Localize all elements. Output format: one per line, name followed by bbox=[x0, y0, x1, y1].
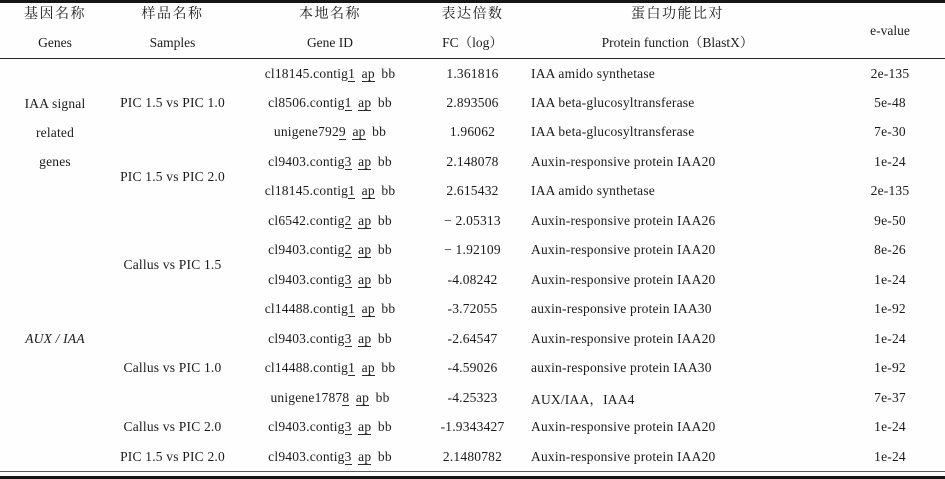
fc-cell: 2.1480782 bbox=[442, 448, 503, 464]
gene-id-cell bbox=[235, 442, 425, 472]
gene-id-suffix: bb bbox=[377, 94, 392, 110]
header-samples-zh: 样品名称 bbox=[141, 7, 204, 22]
fc-cell: − 1.92109 bbox=[444, 242, 501, 258]
header-evalue bbox=[835, 3, 945, 59]
gene-id-cell bbox=[235, 206, 425, 236]
gene-id-cell bbox=[235, 324, 425, 354]
gene-group-cell bbox=[0, 206, 110, 472]
fc-cell: − 2.05313 bbox=[444, 212, 501, 228]
header-genes-en: Genes bbox=[38, 35, 72, 50]
gene-group-cell bbox=[0, 59, 110, 207]
header-gene-id bbox=[235, 3, 425, 59]
function-cell: Auxin-responsive protein IAA26 bbox=[531, 212, 716, 228]
fc-cell: 2.148078 bbox=[446, 153, 499, 169]
fc-cell: -2.64547 bbox=[447, 330, 498, 346]
evalue-cell: 1e-24 bbox=[874, 153, 906, 169]
gene-id-underlined-ap: ap bbox=[358, 448, 372, 464]
evalue-cell: 1e-24 bbox=[874, 448, 906, 464]
gene-id-underlined-ap: ap bbox=[361, 183, 375, 199]
header-evalue-label: e-value bbox=[870, 22, 910, 38]
gene-id-underlined-num: 2 bbox=[344, 212, 352, 228]
gene-id-suffix: bb bbox=[372, 124, 387, 140]
table-header bbox=[0, 3, 945, 59]
gene-id-prefix: cl9403.contig bbox=[268, 330, 345, 346]
evalue-cell: 7e-37 bbox=[874, 389, 906, 405]
gene-id-underlined-ap: ap bbox=[361, 301, 375, 317]
evalue-cell: 2e-135 bbox=[870, 65, 910, 81]
sample-cell: Callus vs PIC 1.0 bbox=[123, 360, 222, 376]
gene-id-prefix: cl9403.contig bbox=[268, 242, 345, 258]
table-row bbox=[0, 413, 945, 443]
header-genes-zh: 基因名称 bbox=[24, 7, 86, 22]
function-cell: IAA amido synthetase bbox=[531, 65, 655, 81]
gene-group-line: IAA signal bbox=[24, 96, 86, 111]
gene-id-prefix: unigene792 bbox=[273, 124, 339, 140]
fc-cell: -3.72055 bbox=[447, 301, 498, 317]
gene-id-prefix: cl8506.contig bbox=[268, 94, 345, 110]
gene-id-suffix: bb bbox=[377, 419, 392, 435]
gene-id-prefix: cl18145.contig bbox=[264, 183, 349, 199]
gene-id-underlined-num: 3 bbox=[344, 419, 352, 435]
gene-id-underlined-num: 1 bbox=[348, 65, 356, 81]
evalue-cell: 1e-24 bbox=[874, 271, 906, 287]
sample-cell: PIC 1.5 vs PIC 2.0 bbox=[120, 168, 225, 184]
table-row bbox=[0, 442, 945, 472]
sample-cell: PIC 1.5 vs PIC 1.0 bbox=[120, 95, 225, 110]
gene-id-prefix: unigene1787 bbox=[270, 389, 343, 405]
gene-id-cell bbox=[235, 354, 425, 384]
gene-id-prefix: cl6542.contig bbox=[268, 212, 345, 228]
function-cell: auxin-responsive protein IAA30 bbox=[531, 301, 712, 317]
gene-id-underlined-num: 3 bbox=[344, 271, 352, 287]
gene-id-suffix: bb bbox=[381, 65, 396, 81]
evalue-cell: 1e-24 bbox=[874, 330, 906, 346]
gene-id-underlined-ap: ap bbox=[361, 360, 375, 376]
fc-cell: 2.893506 bbox=[446, 94, 499, 110]
header-function-en: Protein function（BlastX） bbox=[601, 35, 754, 50]
function-cell: IAA amido synthetase bbox=[531, 183, 655, 199]
gene-id-cell bbox=[235, 413, 425, 443]
gene-id-cell bbox=[235, 147, 425, 177]
header-function-zh: 蛋白功能比对 bbox=[631, 7, 724, 22]
gene-id-suffix: bb bbox=[377, 271, 392, 287]
gene-id-underlined-ap: ap bbox=[358, 212, 372, 228]
gene-id-suffix: bb bbox=[375, 389, 390, 405]
header-gene-id-en: Gene ID bbox=[306, 35, 354, 50]
gene-id-prefix: cl9403.contig bbox=[268, 153, 345, 169]
sample-cell: Callus vs PIC 1.5 bbox=[123, 257, 222, 272]
gene-id-prefix: cl14488.contig bbox=[264, 301, 349, 317]
gene-id-suffix: bb bbox=[381, 360, 396, 376]
fc-cell: -4.08242 bbox=[447, 271, 498, 287]
gene-id-underlined-ap: ap bbox=[358, 419, 372, 435]
gene-id-underlined-num: 3 bbox=[344, 330, 352, 346]
gene-id-prefix: cl9403.contig bbox=[268, 271, 345, 287]
header-function bbox=[520, 3, 835, 59]
gene-id-cell bbox=[235, 88, 425, 118]
sample-cell: PIC 1.5 vs PIC 2.0 bbox=[120, 448, 225, 464]
gene-id-prefix: cl14488.contig bbox=[264, 360, 349, 376]
table-row bbox=[0, 324, 945, 354]
evalue-cell: 2e-135 bbox=[870, 183, 910, 199]
fc-cell: 1.96062 bbox=[449, 124, 496, 140]
gene-id-suffix: bb bbox=[377, 212, 392, 228]
evalue-cell: 7e-30 bbox=[874, 124, 906, 140]
gene-id-cell bbox=[235, 295, 425, 325]
gene-id-underlined-num: 3 bbox=[344, 153, 352, 169]
fc-cell: -1.9343427 bbox=[440, 419, 505, 435]
function-cell: auxin-responsive protein IAA30 bbox=[531, 360, 712, 376]
evalue-cell: 1e-92 bbox=[874, 301, 906, 317]
gene-id-suffix: bb bbox=[381, 183, 396, 199]
function-cell: Auxin-responsive protein IAA20 bbox=[531, 330, 716, 346]
gene-id-cell bbox=[235, 265, 425, 295]
table-row bbox=[0, 147, 945, 177]
fc-cell: -4.25323 bbox=[447, 389, 498, 405]
fc-cell: -4.59026 bbox=[447, 360, 498, 376]
header-fc-en: FC（log） bbox=[442, 35, 503, 50]
gene-id-cell bbox=[235, 177, 425, 207]
gene-id-suffix: bb bbox=[381, 301, 396, 317]
gene-id-prefix: cl9403.contig bbox=[268, 419, 345, 435]
evalue-cell: 1e-24 bbox=[874, 419, 906, 435]
header-fc-zh: 表达倍数 bbox=[441, 7, 504, 22]
gene-id-underlined-num: 1 bbox=[344, 94, 352, 110]
gene-id-cell bbox=[235, 383, 425, 413]
gene-expression-table bbox=[0, 3, 945, 472]
gene-id-underlined-num: 1 bbox=[348, 360, 356, 376]
sample-cell: Callus vs PIC 2.0 bbox=[123, 419, 222, 435]
gene-id-underlined-num: 1 bbox=[348, 183, 356, 199]
gene-id-cell bbox=[235, 236, 425, 266]
table-body bbox=[0, 59, 945, 472]
gene-id-suffix: bb bbox=[377, 242, 392, 258]
table-row bbox=[0, 59, 945, 89]
header-row bbox=[0, 3, 945, 59]
evalue-cell: 8e-26 bbox=[874, 242, 906, 258]
header-gene-id-zh: 本地名称 bbox=[299, 7, 361, 22]
header-fc bbox=[425, 3, 520, 59]
function-cell: Auxin-responsive protein IAA20 bbox=[531, 448, 716, 464]
header-samples-en: Samples bbox=[149, 35, 196, 50]
fc-cell: 1.361816 bbox=[446, 65, 499, 81]
function-cell: IAA beta-glucosyltransferase bbox=[531, 124, 695, 140]
function-cell: IAA beta-glucosyltransferase bbox=[531, 94, 695, 110]
gene-group-line: related bbox=[35, 125, 75, 140]
gene-id-cell bbox=[235, 118, 425, 148]
gene-id-underlined-num: 2 bbox=[344, 242, 352, 258]
gene-id-underlined-ap: ap bbox=[358, 242, 372, 258]
header-genes bbox=[0, 3, 110, 59]
gene-id-prefix: cl9403.contig bbox=[268, 448, 345, 464]
gene-group-line: AUX / IAA bbox=[25, 331, 85, 346]
gene-group-line: genes bbox=[39, 154, 71, 169]
gene-id-suffix: bb bbox=[377, 330, 392, 346]
function-cell: AUX/IAA，IAA4 bbox=[531, 391, 635, 407]
gene-id-underlined-ap: ap bbox=[352, 124, 366, 140]
function-cell: Auxin-responsive protein IAA20 bbox=[531, 271, 716, 287]
header-samples bbox=[110, 3, 235, 59]
gene-id-underlined-num: 8 bbox=[342, 389, 350, 405]
evalue-cell: 9e-50 bbox=[874, 212, 906, 228]
evalue-cell: 1e-92 bbox=[874, 360, 906, 376]
gene-id-underlined-ap: ap bbox=[358, 94, 372, 110]
function-cell: Auxin-responsive protein IAA20 bbox=[531, 242, 716, 258]
gene-id-underlined-ap: ap bbox=[361, 65, 375, 81]
table-row bbox=[0, 206, 945, 236]
gene-id-underlined-ap: ap bbox=[358, 153, 372, 169]
gene-id-underlined-ap: ap bbox=[355, 389, 370, 405]
gene-id-suffix: bb bbox=[377, 448, 392, 464]
fc-cell: 2.615432 bbox=[446, 183, 499, 199]
evalue-cell: 5e-48 bbox=[874, 94, 906, 110]
gene-id-cell bbox=[235, 59, 425, 89]
function-cell: Auxin-responsive protein IAA20 bbox=[531, 153, 716, 169]
gene-id-underlined-num: 3 bbox=[344, 448, 352, 464]
function-cell: Auxin-responsive protein IAA20 bbox=[531, 419, 716, 435]
gene-id-underlined-ap: ap bbox=[358, 271, 372, 287]
gene-id-underlined-num: 9 bbox=[338, 124, 346, 140]
gene-id-prefix: cl18145.contig bbox=[264, 65, 349, 81]
gene-id-underlined-num: 1 bbox=[348, 301, 356, 317]
gene-id-suffix: bb bbox=[377, 153, 392, 169]
gene-id-underlined-ap: ap bbox=[358, 330, 372, 346]
